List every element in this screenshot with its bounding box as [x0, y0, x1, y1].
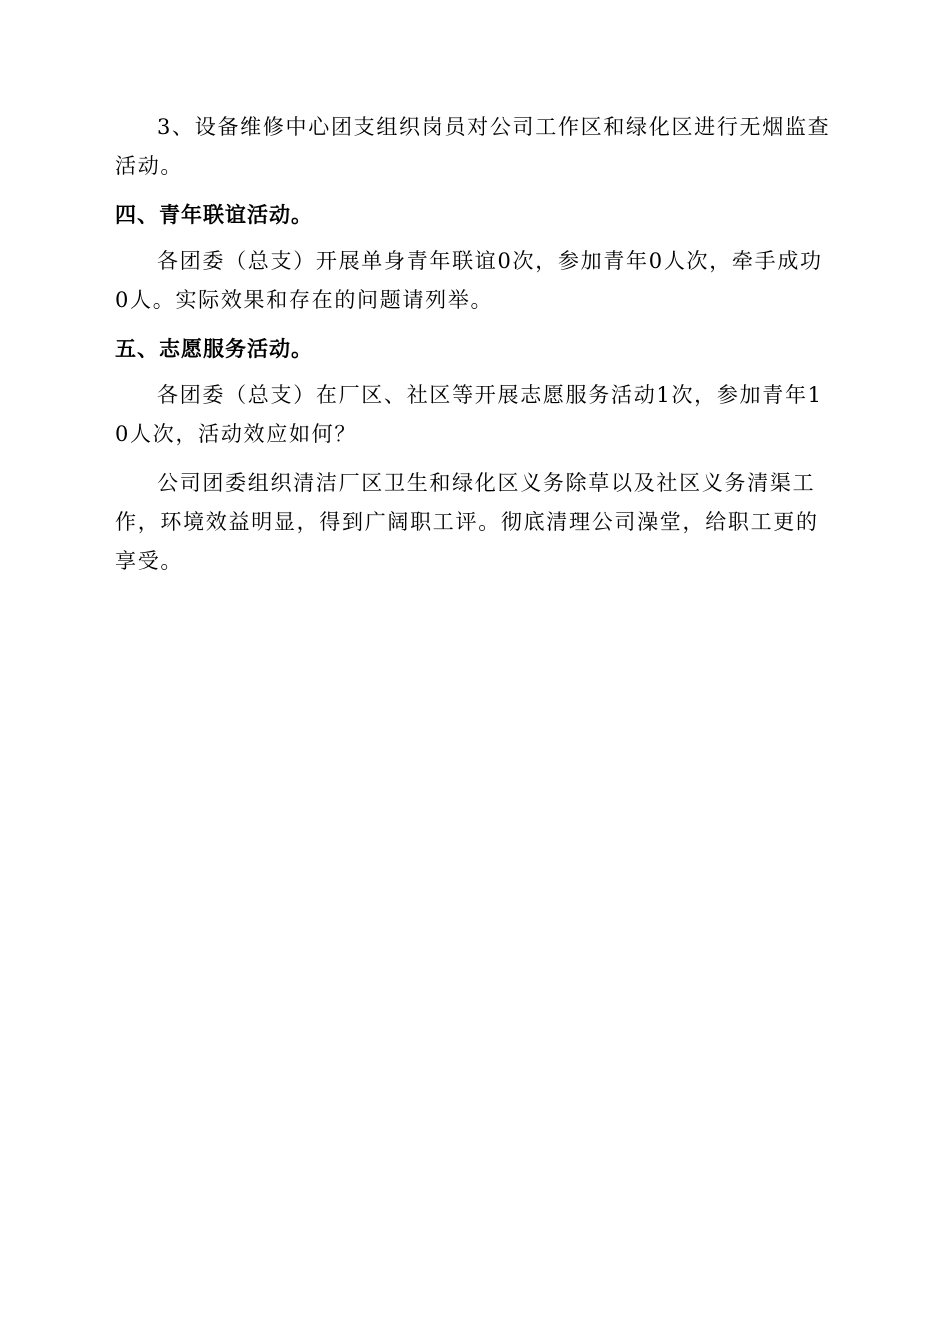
paragraph-youth-social-stats: 各团委（总支）开展单身青年联谊0次，参加青年0人次，牵手成功0人。实际效果和存在的问题请列举。 — [115, 249, 823, 312]
paragraph-smoke-free-inspection: 3、设备维修中心团支组织岗员对公司工作区和绿化区进行无烟监查活动。 — [115, 115, 831, 178]
paragraph-volunteer-stats: 各团委（总支）在厂区、社区等开展志愿服务活动1次，参加青年10人次，活动效应如何？ — [115, 383, 823, 446]
section-heading-youth-social: 四、青年联谊活动。 — [115, 203, 313, 227]
paragraph-volunteer-details: 公司团委组织清洁厂区卫生和绿化区义务除草以及社区义务清渠工作，环境效益明显，得到广阔职工评。彻底清理公司澡堂，给职工更的享受。 — [115, 471, 819, 573]
document-body — [115, 108, 835, 581]
section-heading-volunteer-service: 五、志愿服务活动。 — [115, 337, 313, 361]
